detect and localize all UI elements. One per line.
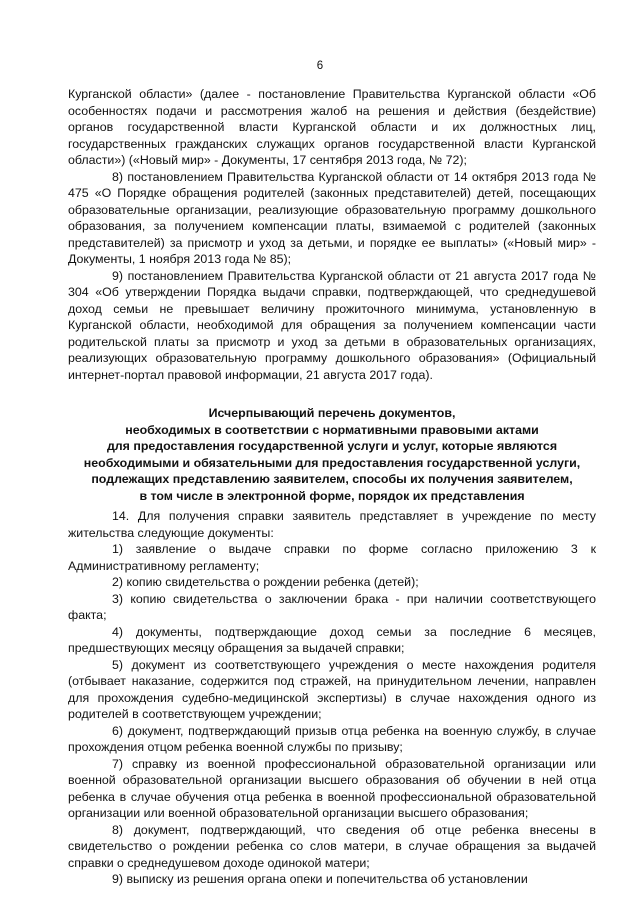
heading-line: подлежащих представлению заявителем, способы их получения заявителем, xyxy=(91,472,573,486)
list-item-3: 3) копию свидетельства о заключении брака - при наличии соответствующего факта; xyxy=(68,591,596,622)
heading-line: Исчерпывающий перечень документов, xyxy=(208,406,456,420)
heading-line: в том числе в электронной форме, порядок их представления xyxy=(139,488,525,503)
document-body xyxy=(68,86,596,888)
paragraph-item-9: 9) постановлением Правительства Курганской области от 21 августа 2017 года № 304 «Об утверждении Порядка выдачи справки, подтверждающей, что среднедушевой доход семьи не превышает величину прожиточного минимума, установленную в Курганской области, необходимой для обращения за получением компенсации части родительской платы за присмотр и уход за детьми в образовательных организациях, реализующих образовательную программу дошкольного образования» (Официальный интернет-портал правовой информации, 21 августа 2017 года). xyxy=(68,268,596,382)
list-item-2: 2) копию свидетельства о рождении ребенка (детей); xyxy=(112,575,419,589)
paragraph-continuation: Курганской области» (далее - постановление Правительства Курганской области «Об особенностях подачи и рассмотрения жалоб на решения и действия (бездействие) органов государственной власти Курганской области и их должностных лиц, государственных гражданских служащих органов государственной власти Курганской области») («Новый мир» - Документы, 17 сентября 2013 года, № 72); xyxy=(68,87,596,167)
list-item-8: 8) документ, подтверждающий, что сведения об отце ребенка внесены в свидетельство о рождении ребенка со слов матери, в случае обращения за выдачей справки о среднедушевом доходе одинокой матери; xyxy=(68,822,596,870)
paragraph-item-8: 8) постановлением Правительства Курганской области от 14 октября 2013 года № 475 «О Порядке обращения родителей (законных представителей) детей, посещающих образовательные организации, реализующие образовательную программу дошкольного образования, за получением компенсации платы, взимаемой с родителей (законных представителей) за присмотр и уход за детьми, и порядке ее выплаты» («Новый мир» - Документы, 1 ноября 2013 года № 85); xyxy=(68,169,596,266)
heading-line: необходимых в соответствии с нормативными правовыми актами xyxy=(125,422,539,437)
list-item-9: 9) выписку из решения органа опеки и попечительства об установлении xyxy=(112,872,528,886)
section-heading xyxy=(68,405,596,504)
page-number: 6 xyxy=(316,60,324,72)
list-item-6: 6) документ, подтверждающий призыв отца ребенка на военную службу, в случае прохождения отцом ребенка военной службы по призыву; xyxy=(68,723,596,754)
list-item-5: 5) документ из соответствующего учреждения о месте нахождения родителя (отбывает наказание, содержится под стражей, на принудительном лечении, направлен для прохождения судебно-медицинской экспертизы) в случае нахождения одного из родителей в соответствующем учреждении; xyxy=(68,657,596,721)
heading-line: для предоставления государственной услуги и услуг, которые являются xyxy=(106,439,558,453)
paragraph-14: 14. Для получения справки заявитель представляет в учреждение по месту жительства следующие документы: xyxy=(68,509,596,540)
list-item-4: 4) документы, подтверждающие доход семьи за последние 6 месяцев, предшествующих месяцу обращения за выдачей справки; xyxy=(68,624,596,655)
list-item-1: 1) заявление о выдаче справки по форме согласно приложению 3 к Административному регламенту; xyxy=(68,542,596,573)
heading-line: необходимыми и обязательными для предоставления государственной услуги, xyxy=(83,455,581,470)
list-item-7: 7) справку из военной профессиональной образовательной организации или военной образовательной организации высшего образования об обучении в ней отца ребенка в случае обучения отца ребенка в военной профессиональной образовательной организации или военной образовательной организации высшего образования; xyxy=(68,756,596,820)
